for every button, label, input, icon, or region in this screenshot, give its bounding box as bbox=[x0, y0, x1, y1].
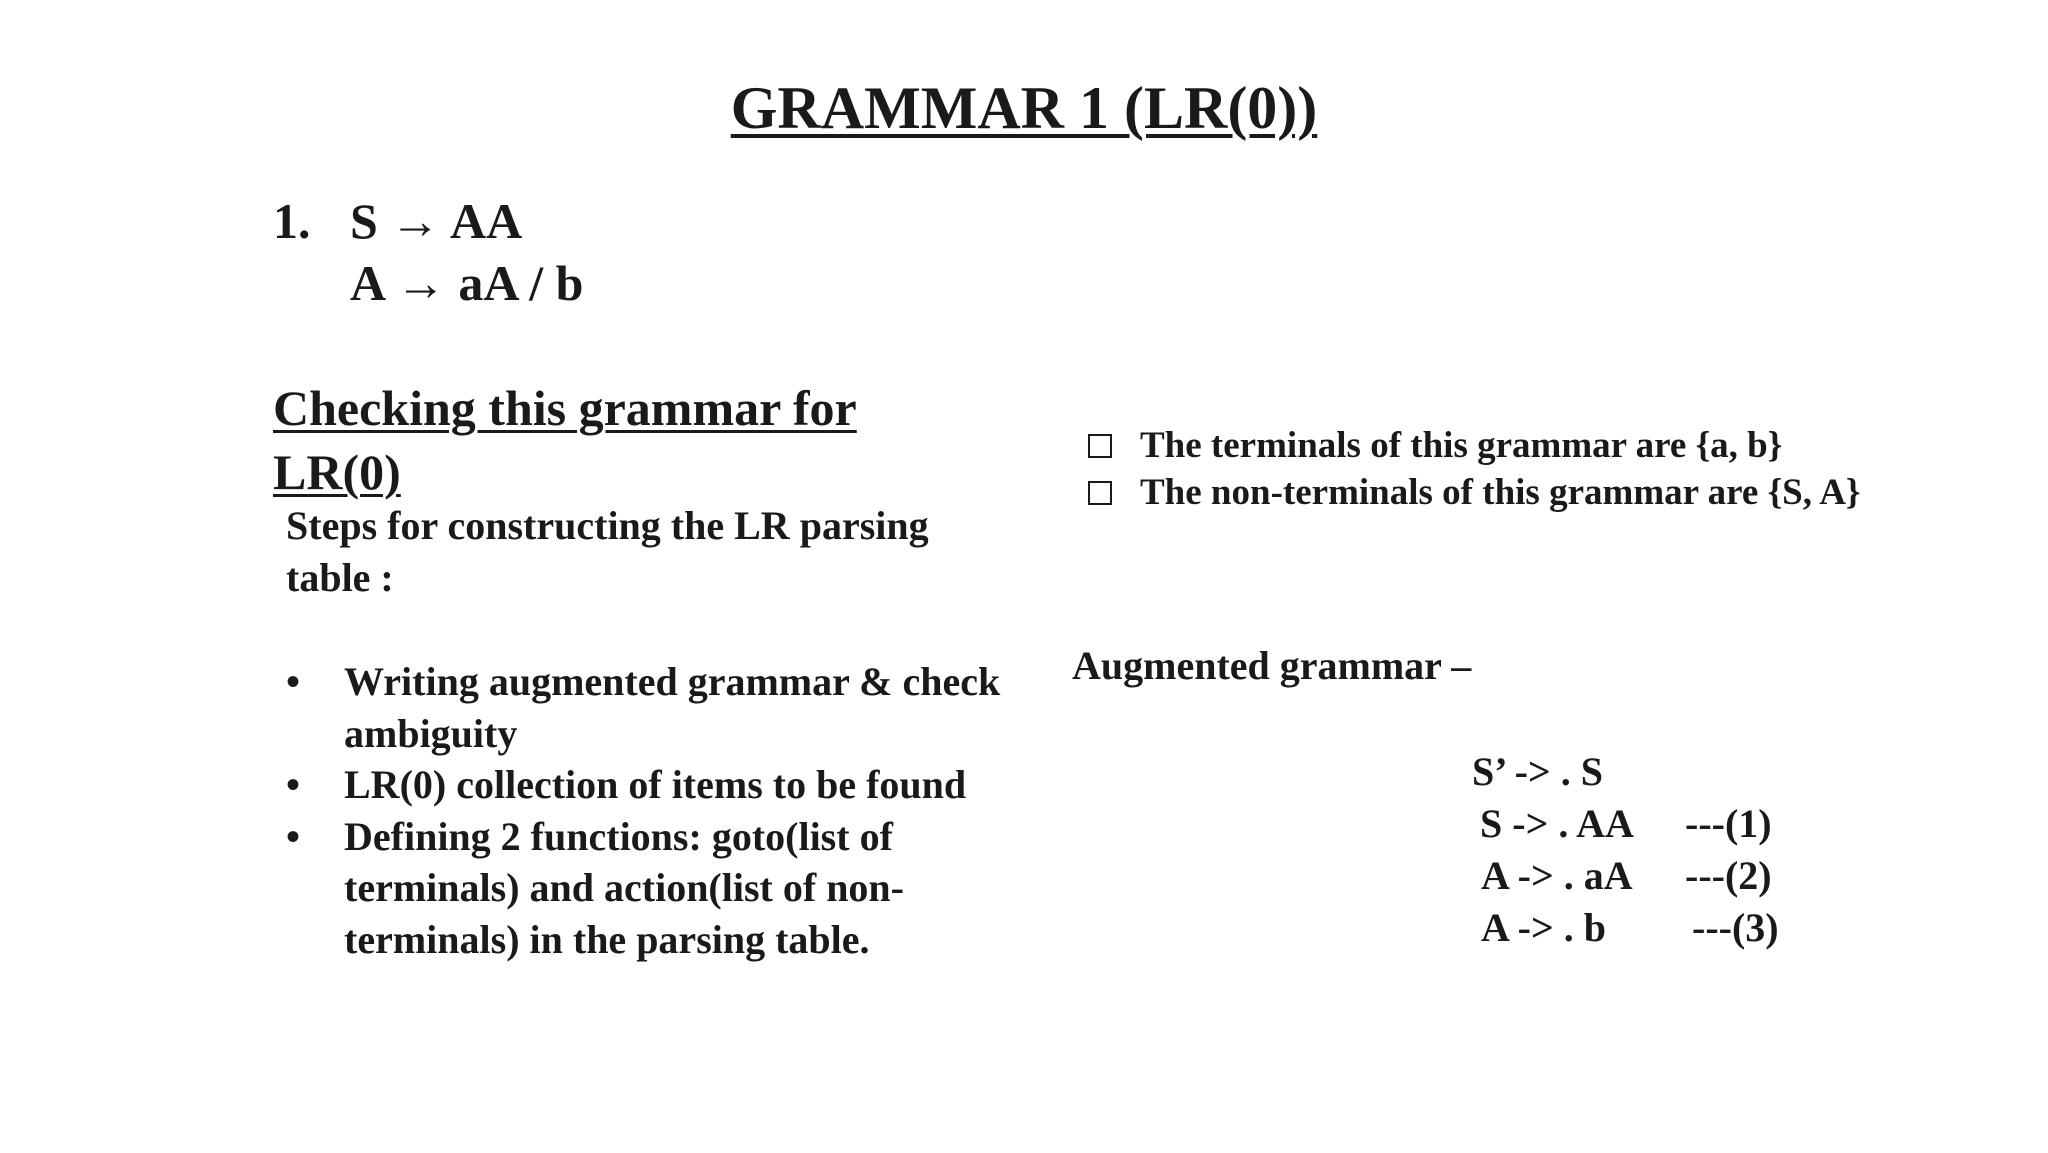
checkbox-icon bbox=[1088, 481, 1112, 505]
step-item bbox=[286, 759, 1006, 811]
grammar-number: 1. bbox=[273, 193, 311, 249]
step-text: Writing augmented grammar & check ambiguity bbox=[344, 659, 1001, 756]
augmented-production: A -> . b bbox=[1481, 905, 1607, 950]
production-label: ---(2) bbox=[1685, 853, 1772, 898]
augmented-production: S’ -> . S bbox=[1472, 749, 1603, 794]
augmented-production: S -> . AA bbox=[1480, 801, 1634, 846]
checkbox-icon bbox=[1088, 434, 1112, 458]
bullet-icon: • bbox=[286, 659, 301, 704]
step-item bbox=[286, 811, 1006, 966]
bullet-icon: • bbox=[286, 813, 301, 859]
terminals-text: The terminals of this grammar are {a, b} bbox=[1140, 425, 1783, 466]
checking-heading: Checking this grammar for LR(0) bbox=[273, 380, 857, 500]
step-text: Defining 2 functions: goto(list of terminals) and action(list of non-terminals) in the parsing table. bbox=[344, 813, 904, 962]
augmented-production: A -> . aA bbox=[1481, 853, 1633, 898]
step-item bbox=[286, 656, 1006, 759]
production-label: ---(3) bbox=[1692, 905, 1779, 950]
terminals-item bbox=[1088, 422, 1861, 469]
step-text: LR(0) collection of items to be found bbox=[344, 762, 967, 807]
augmented-heading: Augmented grammar – bbox=[1072, 643, 1472, 688]
slide-title: GRAMMAR 1 (LR(0)) bbox=[730, 75, 1318, 141]
steps-intro: Steps for constructing the LR parsing table : bbox=[286, 503, 929, 600]
production-label: ---(1) bbox=[1685, 801, 1772, 846]
nonterminals-text: The non-terminals of this grammar are {S, A} bbox=[1140, 472, 1861, 513]
bullet-icon: • bbox=[286, 762, 301, 807]
nonterminals-item bbox=[1088, 469, 1861, 516]
steps-list bbox=[286, 656, 1006, 965]
grammar-symbols-list bbox=[1088, 422, 1861, 516]
grammar-rule-s: S → AA bbox=[350, 193, 523, 249]
grammar-rule-a: A → aA / b bbox=[350, 255, 584, 311]
